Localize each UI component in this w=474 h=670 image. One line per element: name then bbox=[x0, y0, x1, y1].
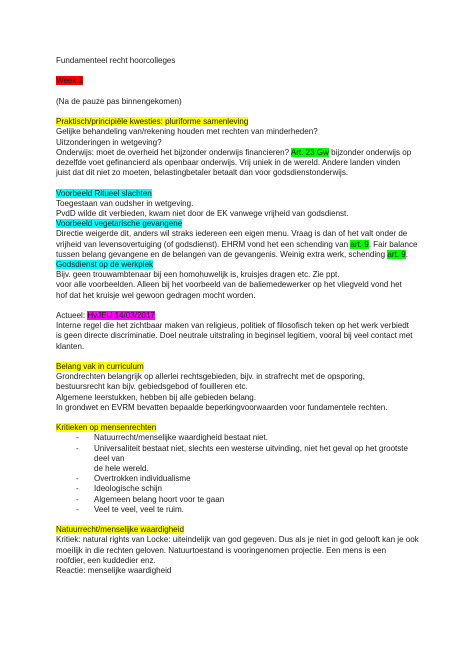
case-date: HvJEU 14/03/2017 bbox=[87, 311, 155, 320]
paragraph-line: Reactie: menselijke waardigheid bbox=[56, 566, 172, 576]
week-label: Week 1 bbox=[56, 76, 84, 86]
paragraph-line: In grondwet en EVRM bevatten bepaalde beperkingvoorwaarden voor fundamentele rechten. bbox=[56, 402, 388, 412]
paragraph-line: Grondrechten belangrijk op allerlei rechtsgebieden, bijv. in strafrecht met de opsporing, bbox=[56, 372, 365, 382]
paragraph-line: tussen belang gevangene en de belangen van de gevangenis. Weinig extra werk, schending art. 9. bbox=[56, 249, 408, 259]
article-ref: art. 9 bbox=[387, 249, 406, 259]
list-item: - Veel te veel, veel te ruim. bbox=[76, 504, 184, 514]
list-item: - Universaliteit bestaat niet, slechts een westerse uitvinding, niet het geval op het grootste deel van de hele wereld. bbox=[76, 443, 409, 474]
paragraph-line: Kritiek: natural rights van Locke: uiteindelijk van god gegeven. Dus als je niet in god gelooft kan je ook bbox=[56, 535, 419, 545]
heading-godsdienst-werkplek: Godsdienst op de werkplek bbox=[56, 260, 154, 269]
pauze-note: (Na de pauze pas binnengekomen) bbox=[56, 96, 182, 106]
paragraph-line: voor alle voorbeelden. Alleen bij het voorbeeld van de baliemedewerker op het vliegveld vond het bbox=[56, 280, 402, 290]
paragraph-line: Bijv. geen trouwambtenaar bij een homohuwelijk is, kruisjes dragen etc. Zie ppt. bbox=[56, 270, 340, 280]
actueel-line: Actueel: HvJEU 14/03/2017 bbox=[56, 311, 155, 320]
paragraph-line: is geen directe discriminatie. Doel neutrale uitstraling in beginsel legitiem, vooral bij veel contact met bbox=[56, 331, 413, 341]
paragraph-line: juist dat dit niet zo moeten, belastingbetaler betaalt dan voor godsdienstonderwijs. bbox=[56, 168, 349, 178]
paragraph-line: Interne regel die het zichtbaar maken van religieus, politiek of filosofisch teken op het werk verbiedt bbox=[56, 321, 409, 331]
list-item: - Overtrokken individualisme bbox=[76, 474, 191, 484]
list-item: - Algemeen belang hoort voor te gaan bbox=[76, 494, 225, 504]
paragraph-line: Toegestaan van oudsher in wetgeving. bbox=[56, 198, 194, 208]
paragraph-line: Uitzonderingen in wetgeving? bbox=[56, 137, 162, 147]
article-ref: Art. 23 Gw bbox=[290, 147, 329, 157]
paragraph-line: dezelfde voet gefinancierd als openbaar onderwijs. Vrij uniek in de wereld. Andere landen vinden bbox=[56, 157, 401, 167]
paragraph-line: hof dat het kruisje wel gewoon gedragen mocht worden. bbox=[56, 290, 256, 300]
paragraph-line: Onderwijs: moet de overheid het bijzonder onderwijs financieren? Art. 23 Gw bijzonder onderwijs op bbox=[56, 147, 412, 157]
paragraph-line: Algemene leerstukken, hebben bij alle gebieden belang. bbox=[56, 392, 256, 402]
paragraph-line: klanten. bbox=[56, 341, 85, 351]
heading-belang-vak: Belang vak in curriculum bbox=[56, 362, 144, 371]
document-title: Fundamenteel recht hoorcolleges bbox=[56, 56, 176, 65]
heading-pluriforme: Praktisch/principiële kwesties: pluriforme samenleving bbox=[56, 117, 249, 127]
heading-kritieken: Kritieken op mensenrechten bbox=[56, 423, 157, 433]
paragraph-line: Directie weigerde dit, anders wil straks iedereen een eigen menu. Vraag is dan of het valt onder de bbox=[56, 229, 408, 239]
kritieken-list bbox=[56, 433, 424, 515]
list-item: - Natuurrecht/menselijke waardigheid bestaat niet. bbox=[76, 433, 268, 443]
paragraph-line: vrijheid van levensovertuiging (of godsdienst). EHRM vond het een schending van art. 9. Fair balance bbox=[56, 239, 418, 249]
heading-ritueel-slachten: Voorbeeld Ritueel slachten bbox=[56, 188, 152, 198]
paragraph-line: PvdD wilde dit verbieden, kwam niet door de EK vanwege vrijheid van godsdienst. bbox=[56, 208, 349, 218]
paragraph-line: Gelijke behandeling van/rekening houden met rechten van minderheden? bbox=[56, 127, 318, 137]
article-ref: art. 9 bbox=[350, 239, 369, 249]
list-item: - Ideologische schijn bbox=[76, 484, 162, 494]
heading-natuurrecht: Natuurrecht/menselijke waardigheid bbox=[56, 525, 184, 535]
paragraph-line: bestuursrecht kan bijv. gebiedsgebod of fouilleren etc. bbox=[56, 382, 248, 392]
heading-vegetarische-gevangene: Voorbeeld vegetarische gevangene bbox=[56, 219, 183, 229]
paragraph-line: roofdier, een kuddedier enz. bbox=[56, 555, 156, 565]
paragraph-line: moeilijk in die rechten geloven. Natuurtoestand is vooringenomen projectie. Een mens is een bbox=[56, 545, 387, 555]
